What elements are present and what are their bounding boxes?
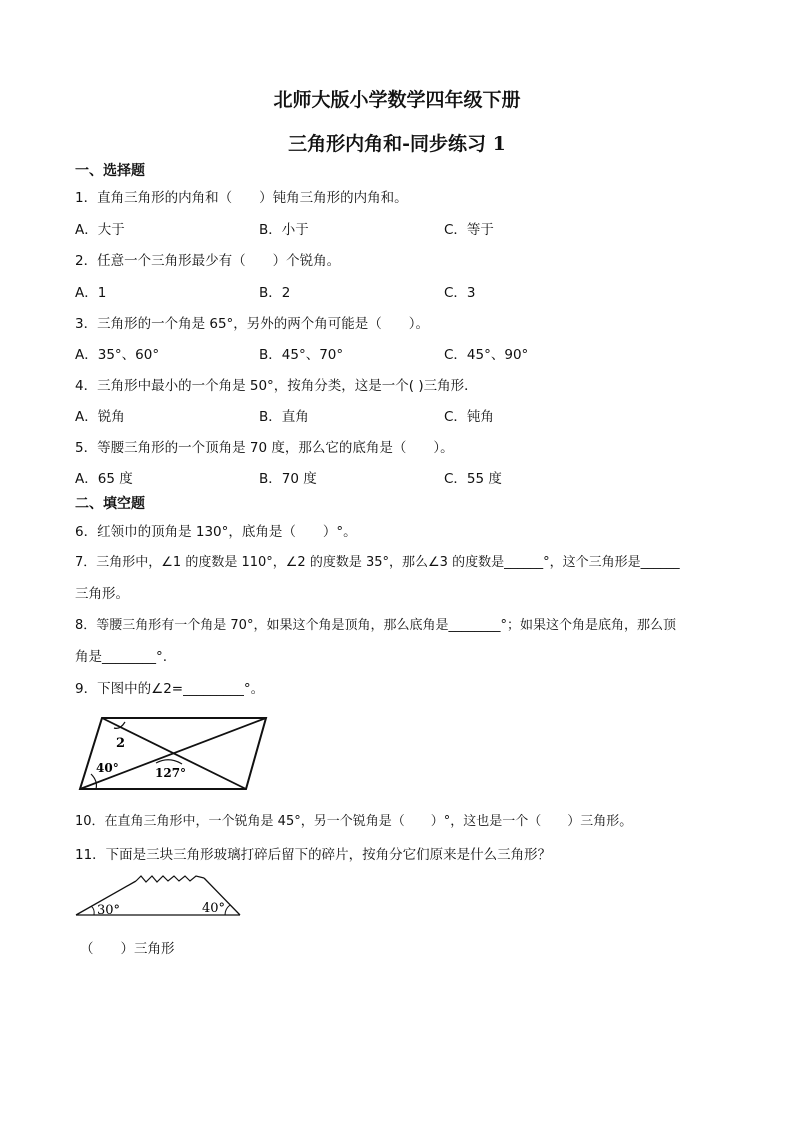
question-11-answer: （ ）三角形	[80, 941, 175, 957]
question-3: 3．三角形的一个角是 65°，另外的两个角可能是（ ）。	[75, 316, 430, 332]
q2-option-b: B．2	[259, 285, 291, 301]
q1-option-a: A．大于	[75, 222, 125, 238]
question-10: 10．在直角三角形中，一个锐角是 45°，另一个锐角是（ ）°，这也是一个（ ）三角形。	[75, 814, 633, 829]
q4-option-b: B．直角	[259, 409, 309, 425]
q5-option-b: B．70 度	[259, 471, 317, 487]
question-7-line-2: 三角形。	[75, 586, 129, 602]
q1-option-b: B．小于	[259, 222, 309, 238]
question-11: 11．下面是三块三角形玻璃打碎后留下的碎片，按角分它们原来是什么三角形？	[75, 847, 552, 863]
page-subtitle: 三角形内角和-同步练习 1	[288, 133, 506, 155]
q3-option-b: B．45°、70°	[259, 347, 344, 363]
q5-option-a: A．65 度	[75, 471, 133, 487]
angle-label-2: 2	[116, 736, 126, 751]
question-1: 1．直角三角形的内角和（ ）钝角三角形的内角和。	[75, 190, 408, 206]
question-2: 2．任意一个三角形最少有（ ）个锐角。	[75, 253, 341, 269]
glass-broken-edge	[136, 876, 204, 882]
question-6: 6．红领巾的顶角是 130°，底角是（ ）°。	[75, 524, 357, 540]
q3-option-c: C．45°、90°	[444, 347, 529, 363]
angle-label-40: 40°	[96, 761, 119, 775]
question-8-line-2: 角是________°.	[75, 649, 168, 665]
angle-label-30: 30°	[97, 903, 121, 918]
q3-option-a: A．35°、60°	[75, 347, 160, 363]
angle-arc-left-40	[225, 905, 230, 915]
question-7-line-1: 7．三角形中，∠1 的度数是 110°，∠2 的度数是 35°，那么∠3 的度数是______°，这个三角形是______	[75, 555, 680, 570]
q2-option-c: C．3	[444, 285, 476, 301]
angle-label-127: 127°	[155, 766, 187, 780]
q1-option-c: C．等于	[444, 222, 494, 238]
angle-arc-127	[156, 760, 182, 764]
section-fill-heading: 二、填空题	[75, 496, 145, 512]
angle-arc-30	[91, 906, 94, 915]
q4-option-c: C．钝角	[444, 409, 494, 425]
q4-option-a: A．锐角	[75, 409, 125, 425]
broken-glass-figure	[74, 868, 246, 920]
page-title: 北师大版小学数学四年级下册	[273, 89, 521, 111]
angle-arc-40	[91, 774, 96, 789]
parallelogram-figure	[70, 708, 275, 794]
section-choice-heading: 一、选择题	[75, 163, 145, 179]
q2-option-a: A．1	[75, 285, 107, 301]
angle-label-40-glass: 40°	[202, 901, 226, 916]
question-8-line-1: 8．等腰三角形有一个角是 70°，如果这个角是顶角，那么底角是________°；如果这个角是底角，那么顶	[75, 618, 676, 633]
question-9: 9．下图中的∠2=_________°。	[75, 681, 265, 697]
question-5: 5．等腰三角形的一个顶角是 70 度，那么它的底角是（ ）。	[75, 440, 454, 456]
q5-option-c: C．55 度	[444, 471, 502, 487]
question-4: 4．三角形中最小的一个角是 50°，按角分类，这是一个( )三角形．	[75, 378, 478, 394]
